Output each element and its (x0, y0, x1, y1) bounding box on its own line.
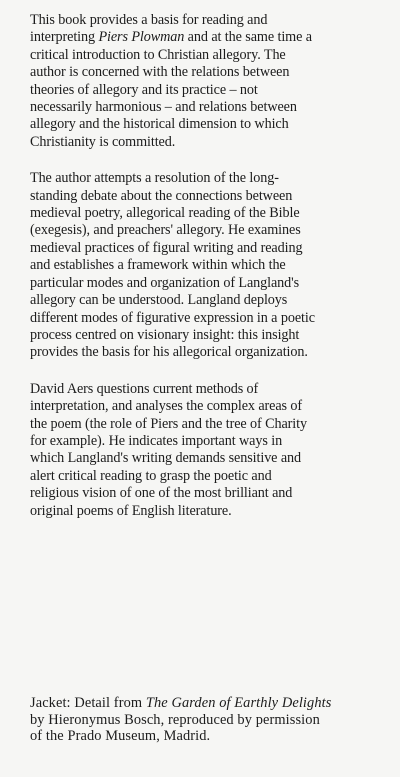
text-line: interpretation, and analyses the complex areas of (30, 398, 303, 415)
text-line: This book provides a basis for reading and (30, 12, 268, 28)
book-title-piers-plowman: Piers Plowman (98, 29, 185, 46)
artwork-title: The Garden of Earthly Delights (145, 695, 332, 711)
text-line: process centred on visionary insight: this insight (30, 326, 300, 343)
jacket-credit-prefix: Jacket: Detail from (30, 695, 146, 711)
description-paragraph-1 (30, 12, 392, 151)
text-line: David Aers questions current methods of (30, 380, 259, 397)
text-line: author is concerned with the relations between (30, 64, 290, 81)
text-line: original poems of English literature. (30, 502, 232, 519)
text-line: (exegesis), and preachers' allegory. He examines (30, 222, 301, 239)
description-paragraph-3 (30, 381, 392, 520)
text-line: religious vision of one of the most brilliant and (30, 485, 293, 502)
jacket-credit-line-1 (30, 695, 392, 712)
text-line: provides the basis for his allegorical organization. (30, 344, 308, 361)
text-line: which Langland's writing demands sensitive and (30, 450, 302, 467)
jacket-credit (30, 695, 392, 745)
text-line: standing debate about the connections between (30, 187, 293, 204)
text-line: alert critical reading to grasp the poetic and (30, 467, 272, 484)
text-line: for example). He indicates important ways in (30, 432, 283, 449)
jacket-credit-line-3: of the Prado Museum, Madrid. (30, 728, 211, 745)
text-line: allegory and the historical dimension to which (30, 116, 289, 133)
text-line: critical introduction to Christian allegory. The (30, 46, 286, 63)
text-line: Christianity is committed. (30, 133, 176, 150)
description-paragraph-2 (30, 170, 392, 361)
book-description (30, 12, 392, 539)
text-line: necessarily harmonious – and relations between (30, 99, 297, 116)
text-line: different modes of figurative expression in a poetic (30, 309, 315, 326)
jacket-credit-line-2: by Hieronymus Bosch, reproduced by permission (30, 711, 320, 728)
text-line: and establishes a framework within which the (30, 257, 286, 274)
text-line: medieval poetry, allegorical reading of the Bible (30, 205, 300, 222)
text-line: The author attempts a resolution of the long- (30, 170, 279, 187)
text-line: medieval practices of figural writing and reading (30, 239, 303, 256)
text-line: the poem (the role of Piers and the tree of Charity (30, 415, 307, 432)
text-line: theories of allegory and its practice – not (30, 81, 258, 98)
text-line: particular modes and organization of Langland's (30, 274, 300, 291)
text-line: allegory can be understood. Langland deploys (30, 292, 288, 309)
text-run: interpreting (30, 29, 99, 46)
text-run: and at the same time a (184, 29, 312, 46)
text-line (30, 29, 392, 46)
